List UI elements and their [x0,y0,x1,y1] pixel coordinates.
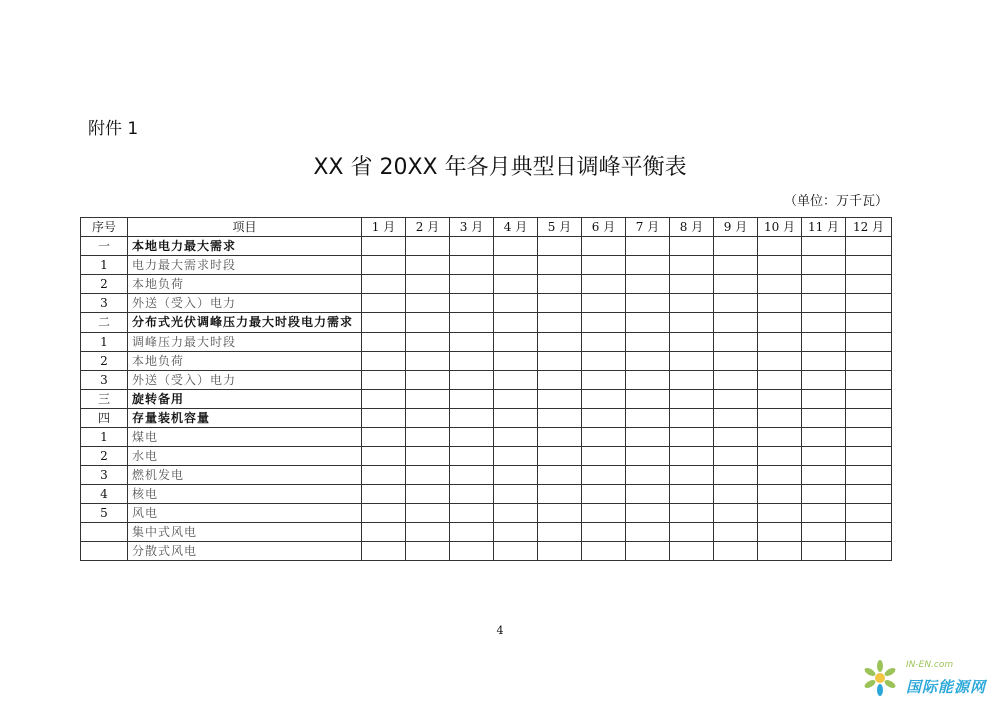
month-value-cell [846,237,892,256]
month-value-cell [758,542,802,561]
month-value-cell [626,237,670,256]
month-value-cell [450,333,494,352]
unit-note: （单位：万千瓦） [783,194,888,209]
month-value-cell [582,237,626,256]
header-no: 序号 [81,218,128,237]
month-value-cell [362,294,406,313]
month-value-cell [582,333,626,352]
header-month: 12 月 [846,218,892,237]
month-value-cell [846,523,892,542]
month-value-cell [582,466,626,485]
month-value-cell [450,523,494,542]
month-value-cell [450,294,494,313]
month-value-cell [582,409,626,428]
month-value-cell [582,294,626,313]
table-row [81,333,892,352]
month-value-cell [450,371,494,390]
month-value-cell [406,523,450,542]
month-value-cell [582,542,626,561]
month-value-cell [406,371,450,390]
month-value-cell [582,485,626,504]
month-value-cell [802,256,846,275]
month-value-cell [802,333,846,352]
table-row [81,256,892,275]
row-item: 本地负荷 [128,352,362,371]
row-item: 集中式风电 [128,523,362,542]
month-value-cell [714,256,758,275]
row-number: 三 [81,390,128,409]
month-value-cell [450,390,494,409]
month-value-cell [802,409,846,428]
month-value-cell [494,542,538,561]
month-value-cell [802,485,846,504]
month-value-cell [846,294,892,313]
month-value-cell [362,409,406,428]
month-value-cell [538,504,582,523]
month-value-cell [802,237,846,256]
month-value-cell [670,428,714,447]
month-value-cell [846,409,892,428]
month-value-cell [670,447,714,466]
month-value-cell [714,409,758,428]
month-value-cell [450,352,494,371]
month-value-cell [626,333,670,352]
month-value-cell [714,523,758,542]
row-number: 2 [81,352,128,371]
month-value-cell [450,466,494,485]
month-value-cell [362,390,406,409]
month-value-cell [494,294,538,313]
month-value-cell [538,428,582,447]
month-value-cell [494,371,538,390]
row-number: 1 [81,428,128,447]
month-value-cell [406,352,450,371]
month-value-cell [494,237,538,256]
month-value-cell [538,294,582,313]
month-value-cell [406,390,450,409]
month-value-cell [626,542,670,561]
row-number: 4 [81,485,128,504]
month-value-cell [626,294,670,313]
month-value-cell [846,313,892,333]
month-value-cell [406,333,450,352]
month-value-cell [846,447,892,466]
header-month: 11 月 [802,218,846,237]
month-value-cell [670,294,714,313]
month-value-cell [802,275,846,294]
header-month: 9 月 [714,218,758,237]
month-value-cell [714,371,758,390]
month-value-cell [758,428,802,447]
month-value-cell [758,352,802,371]
month-value-cell [670,390,714,409]
month-value-cell [758,256,802,275]
row-number: 2 [81,447,128,466]
month-value-cell [582,504,626,523]
table-row [81,409,892,428]
month-value-cell [362,504,406,523]
month-value-cell [362,371,406,390]
month-value-cell [406,256,450,275]
month-value-cell [538,447,582,466]
month-value-cell [406,237,450,256]
month-value-cell [670,333,714,352]
row-item: 煤电 [128,428,362,447]
header-month: 10 月 [758,218,802,237]
month-value-cell [758,504,802,523]
row-item: 外送（受入）电力 [128,371,362,390]
month-value-cell [450,428,494,447]
month-value-cell [714,237,758,256]
row-number: 一 [81,237,128,256]
month-value-cell [538,256,582,275]
row-number: 3 [81,466,128,485]
month-value-cell [450,504,494,523]
month-value-cell [538,275,582,294]
month-value-cell [670,504,714,523]
header-month: 2 月 [406,218,450,237]
month-value-cell [582,313,626,333]
month-value-cell [538,333,582,352]
month-value-cell [846,352,892,371]
month-value-cell [714,447,758,466]
header-month: 1 月 [362,218,406,237]
table-row [81,390,892,409]
month-value-cell [362,333,406,352]
month-value-cell [846,428,892,447]
table-row [81,523,892,542]
month-value-cell [758,294,802,313]
month-value-cell [406,313,450,333]
table-row [81,504,892,523]
page-title: XX 省 20XX 年各月典型日调峰平衡表 [313,155,687,180]
header-month: 3 月 [450,218,494,237]
row-item: 风电 [128,504,362,523]
month-value-cell [758,371,802,390]
month-value-cell [714,333,758,352]
month-value-cell [494,466,538,485]
month-value-cell [582,352,626,371]
month-value-cell [846,256,892,275]
month-value-cell [802,542,846,561]
month-value-cell [846,371,892,390]
table-row [81,466,892,485]
month-value-cell [670,352,714,371]
row-item: 燃机发电 [128,466,362,485]
row-number: 1 [81,256,128,275]
row-item: 电力最大需求时段 [128,256,362,275]
month-value-cell [450,275,494,294]
month-value-cell [626,466,670,485]
month-value-cell [494,447,538,466]
month-value-cell [758,275,802,294]
month-value-cell [626,523,670,542]
row-number: 1 [81,333,128,352]
table-row [81,275,892,294]
row-item: 核电 [128,485,362,504]
month-value-cell [714,390,758,409]
month-value-cell [450,237,494,256]
header-month: 7 月 [626,218,670,237]
month-value-cell [582,428,626,447]
month-value-cell [362,313,406,333]
month-value-cell [802,352,846,371]
month-value-cell [802,428,846,447]
month-value-cell [362,352,406,371]
month-value-cell [714,428,758,447]
month-value-cell [406,409,450,428]
month-value-cell [626,428,670,447]
month-value-cell [846,333,892,352]
month-value-cell [626,504,670,523]
month-value-cell [802,447,846,466]
month-value-cell [362,447,406,466]
month-value-cell [494,428,538,447]
table-row [81,428,892,447]
month-value-cell [538,390,582,409]
table-row [81,294,892,313]
month-value-cell [362,237,406,256]
header-item: 项目 [128,218,362,237]
row-number: 二 [81,313,128,333]
header-month: 4 月 [494,218,538,237]
month-value-cell [846,504,892,523]
month-value-cell [626,447,670,466]
month-value-cell [846,466,892,485]
month-value-cell [494,409,538,428]
month-value-cell [758,409,802,428]
month-value-cell [362,485,406,504]
month-value-cell [406,485,450,504]
month-value-cell [582,275,626,294]
month-value-cell [714,504,758,523]
month-value-cell [494,256,538,275]
month-value-cell [670,466,714,485]
header-month: 5 月 [538,218,582,237]
month-value-cell [494,390,538,409]
row-item: 存量装机容量 [128,409,362,428]
month-value-cell [802,294,846,313]
row-item: 调峰压力最大时段 [128,333,362,352]
month-value-cell [626,256,670,275]
row-number: 3 [81,294,128,313]
month-value-cell [802,523,846,542]
row-item: 分布式光伏调峰压力最大时段电力需求 [128,313,362,333]
table-row [81,352,892,371]
month-value-cell [582,390,626,409]
month-value-cell [494,504,538,523]
month-value-cell [802,390,846,409]
page-number: 4 [496,624,504,637]
month-value-cell [758,466,802,485]
row-number: 2 [81,275,128,294]
month-value-cell [494,275,538,294]
month-value-cell [538,409,582,428]
month-value-cell [670,409,714,428]
month-value-cell [714,352,758,371]
month-value-cell [846,275,892,294]
month-value-cell [538,485,582,504]
month-value-cell [450,313,494,333]
month-value-cell [670,275,714,294]
month-value-cell [714,294,758,313]
table-row [81,485,892,504]
row-number: 3 [81,371,128,390]
row-item: 分散式风电 [128,542,362,561]
row-number: 5 [81,504,128,523]
month-value-cell [670,371,714,390]
month-value-cell [626,352,670,371]
month-value-cell [406,504,450,523]
header-month: 6 月 [582,218,626,237]
month-value-cell [362,428,406,447]
month-value-cell [758,237,802,256]
month-value-cell [538,371,582,390]
header-month: 8 月 [670,218,714,237]
month-value-cell [714,542,758,561]
month-value-cell [670,542,714,561]
month-value-cell [626,409,670,428]
month-value-cell [802,504,846,523]
month-value-cell [494,313,538,333]
month-value-cell [406,466,450,485]
row-number [81,542,128,561]
table-row [81,371,892,390]
balance-table [80,217,892,561]
row-number: 四 [81,409,128,428]
month-value-cell [670,523,714,542]
row-item: 旋转备用 [128,390,362,409]
row-number [81,523,128,542]
watermark-en: IN-EN.com [906,660,954,670]
month-value-cell [538,237,582,256]
month-value-cell [670,485,714,504]
month-value-cell [758,485,802,504]
month-value-cell [626,275,670,294]
month-value-cell [758,313,802,333]
month-value-cell [582,371,626,390]
month-value-cell [494,523,538,542]
table-row [81,447,892,466]
month-value-cell [450,447,494,466]
row-item: 本地电力最大需求 [128,237,362,256]
month-value-cell [670,237,714,256]
month-value-cell [406,294,450,313]
month-value-cell [406,542,450,561]
month-value-cell [582,523,626,542]
month-value-cell [714,313,758,333]
row-item: 本地负荷 [128,275,362,294]
month-value-cell [714,485,758,504]
month-value-cell [802,466,846,485]
month-value-cell [714,466,758,485]
month-value-cell [494,333,538,352]
attachment-label: 附件 1 [88,119,139,139]
month-value-cell [494,485,538,504]
table-row [81,237,892,256]
month-value-cell [626,313,670,333]
month-value-cell [758,447,802,466]
month-value-cell [450,485,494,504]
month-value-cell [538,313,582,333]
month-value-cell [846,485,892,504]
month-value-cell [582,447,626,466]
header-row [81,218,892,237]
month-value-cell [450,409,494,428]
month-value-cell [758,333,802,352]
month-value-cell [362,256,406,275]
month-value-cell [538,542,582,561]
month-value-cell [714,275,758,294]
month-value-cell [362,466,406,485]
month-value-cell [494,352,538,371]
month-value-cell [670,313,714,333]
month-value-cell [538,523,582,542]
month-value-cell [670,256,714,275]
month-value-cell [802,371,846,390]
month-value-cell [846,390,892,409]
row-item: 水电 [128,447,362,466]
month-value-cell [362,542,406,561]
month-value-cell [450,256,494,275]
month-value-cell [582,256,626,275]
month-value-cell [626,485,670,504]
month-value-cell [626,390,670,409]
month-value-cell [450,542,494,561]
month-value-cell [626,371,670,390]
month-value-cell [538,466,582,485]
table-row [81,313,892,333]
month-value-cell [802,313,846,333]
month-value-cell [406,428,450,447]
month-value-cell [362,275,406,294]
month-value-cell [406,275,450,294]
table-row [81,542,892,561]
month-value-cell [538,352,582,371]
watermark-cn: 国际能源网 [906,678,987,696]
month-value-cell [758,390,802,409]
month-value-cell [758,523,802,542]
month-value-cell [362,523,406,542]
month-value-cell [406,447,450,466]
row-item: 外送（受入）电力 [128,294,362,313]
month-value-cell [846,542,892,561]
